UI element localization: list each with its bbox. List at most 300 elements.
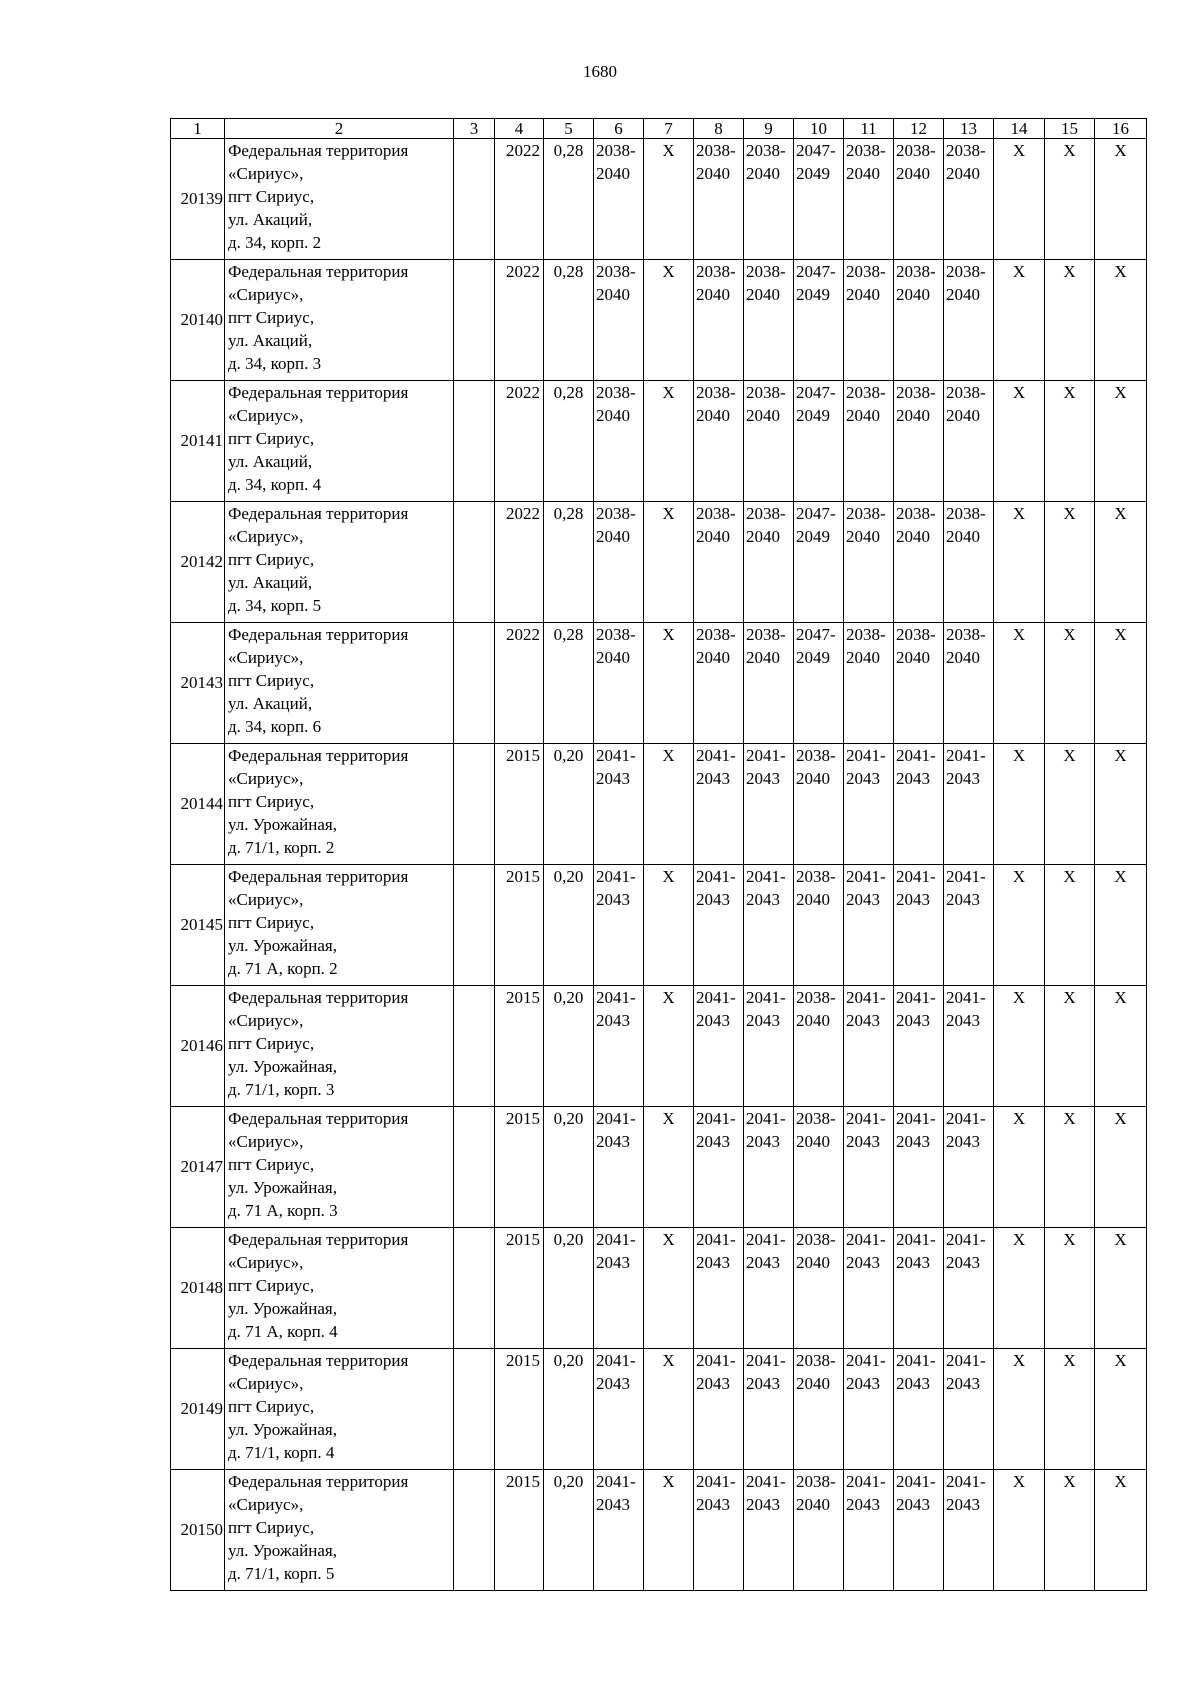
address-line: д. 71/1, корп. 5 — [228, 1564, 335, 1583]
period-part: 2043 — [746, 1253, 780, 1272]
mark-cell: X — [994, 623, 1045, 744]
period-cell — [594, 139, 644, 260]
table-row — [171, 744, 1147, 865]
period-part: 2038- — [596, 383, 636, 402]
address-line: ул. Акаций, — [228, 573, 313, 592]
table-row — [171, 502, 1147, 623]
mark-cell: X — [1095, 1470, 1147, 1591]
address-line: Федеральная территория — [228, 867, 409, 886]
address-line: ул. Урожайная, — [228, 1541, 337, 1560]
period-part: 2043 — [596, 1132, 630, 1151]
period-part: 2040 — [746, 527, 780, 546]
cell-col3 — [454, 865, 495, 986]
row-number: 20150 — [171, 1470, 225, 1591]
address-cell — [225, 381, 454, 502]
period-cell — [844, 623, 894, 744]
year-cell: 2015 — [495, 744, 544, 865]
period-part: 2038- — [946, 262, 986, 281]
period-part: 2038- — [946, 141, 986, 160]
mark-cell: X — [1045, 623, 1095, 744]
period-cell — [744, 865, 794, 986]
mark-cell: X — [1045, 381, 1095, 502]
period-cell — [894, 986, 944, 1107]
cell-col3 — [454, 260, 495, 381]
table-row — [171, 139, 1147, 260]
period-part: 2038- — [696, 383, 736, 402]
mark-cell: X — [1095, 744, 1147, 865]
mark-cell: X — [994, 1470, 1045, 1591]
address-line: д. 71/1, корп. 4 — [228, 1443, 335, 1462]
period-part: 2041- — [946, 1472, 986, 1491]
value-cell: 0,28 — [544, 139, 594, 260]
cell-col3 — [454, 502, 495, 623]
period-part: 2040 — [596, 285, 630, 304]
period-part: 2040 — [946, 285, 980, 304]
value-cell: 0,20 — [544, 1470, 594, 1591]
period-cell — [794, 139, 844, 260]
period-cell — [894, 1107, 944, 1228]
period-cell — [944, 744, 994, 865]
period-cell — [594, 502, 644, 623]
period-part: 2043 — [946, 1374, 980, 1393]
address-line: пгт Сириус, — [228, 187, 315, 206]
period-part: 2038- — [896, 504, 936, 523]
period-part: 2041- — [746, 1351, 786, 1370]
period-part: 2038- — [846, 383, 886, 402]
address-line: д. 71/1, корп. 3 — [228, 1080, 335, 1099]
period-part: 2041- — [596, 746, 636, 765]
period-part: 2041- — [696, 1230, 736, 1249]
mark-cell: X — [644, 744, 694, 865]
row-number: 20144 — [171, 744, 225, 865]
table-row — [171, 1349, 1147, 1470]
mark-cell: X — [644, 865, 694, 986]
register-table — [170, 118, 1147, 1591]
address-cell — [225, 986, 454, 1107]
period-part: 2041- — [946, 1230, 986, 1249]
address-line: пгт Сириус, — [228, 1155, 315, 1174]
mark-cell: X — [644, 1470, 694, 1591]
period-part: 2041- — [896, 1109, 936, 1128]
period-part: 2041- — [746, 1230, 786, 1249]
mark-cell: X — [994, 1349, 1045, 1470]
column-header: 11 — [844, 119, 894, 139]
row-number: 20147 — [171, 1107, 225, 1228]
cell-col3 — [454, 1349, 495, 1470]
column-header: 7 — [644, 119, 694, 139]
address-line: д. 34, корп. 5 — [228, 596, 322, 615]
period-part: 2049 — [796, 406, 830, 425]
period-part: 2047- — [796, 625, 836, 644]
address-cell — [225, 139, 454, 260]
period-part: 2038- — [896, 141, 936, 160]
address-cell — [225, 1228, 454, 1349]
address-line: «Сириус», — [228, 648, 304, 667]
period-part: 2043 — [846, 1011, 880, 1030]
period-cell — [744, 139, 794, 260]
period-part: 2040 — [846, 164, 880, 183]
mark-cell: X — [994, 865, 1045, 986]
period-part: 2043 — [596, 769, 630, 788]
period-part: 2041- — [596, 1230, 636, 1249]
period-cell — [894, 1349, 944, 1470]
period-part: 2043 — [946, 890, 980, 909]
mark-cell: X — [1095, 1349, 1147, 1470]
period-cell — [594, 381, 644, 502]
period-part: 2038- — [746, 383, 786, 402]
address-line: Федеральная территория — [228, 383, 409, 402]
period-cell — [694, 139, 744, 260]
period-part: 2041- — [596, 867, 636, 886]
period-part: 2041- — [946, 1351, 986, 1370]
period-cell — [744, 260, 794, 381]
period-cell — [744, 1107, 794, 1228]
period-cell — [844, 1470, 894, 1591]
address-line: ул. Урожайная, — [228, 1057, 337, 1076]
row-number: 20148 — [171, 1228, 225, 1349]
column-header: 13 — [944, 119, 994, 139]
period-part: 2043 — [696, 1495, 730, 1514]
period-part: 2038- — [846, 504, 886, 523]
address-line: Федеральная территория — [228, 746, 409, 765]
mark-cell: X — [644, 139, 694, 260]
mark-cell: X — [1095, 381, 1147, 502]
period-part: 2038- — [596, 504, 636, 523]
address-line: пгт Сириус, — [228, 550, 315, 569]
period-part: 2043 — [946, 769, 980, 788]
mark-cell: X — [1095, 1107, 1147, 1228]
year-cell: 2022 — [495, 502, 544, 623]
header-row — [171, 119, 1147, 139]
period-part: 2041- — [846, 1109, 886, 1128]
period-cell — [844, 260, 894, 381]
value-cell: 0,28 — [544, 623, 594, 744]
period-cell — [844, 139, 894, 260]
period-part: 2038- — [846, 141, 886, 160]
address-line: «Сириус», — [228, 285, 304, 304]
address-line: ул. Акаций, — [228, 452, 313, 471]
address-line: Федеральная территория — [228, 1109, 409, 1128]
address-line: пгт Сириус, — [228, 1518, 315, 1537]
year-cell: 2015 — [495, 1470, 544, 1591]
address-line: пгт Сириус, — [228, 913, 315, 932]
period-cell — [844, 381, 894, 502]
mark-cell: X — [1095, 865, 1147, 986]
address-line: д. 71 А, корп. 2 — [228, 959, 338, 978]
period-part: 2040 — [896, 406, 930, 425]
period-part: 2041- — [696, 988, 736, 1007]
period-part: 2040 — [746, 648, 780, 667]
mark-cell: X — [1045, 502, 1095, 623]
address-line: «Сириус», — [228, 1132, 304, 1151]
period-part: 2043 — [696, 890, 730, 909]
value-cell: 0,20 — [544, 986, 594, 1107]
period-cell — [744, 986, 794, 1107]
period-cell — [694, 502, 744, 623]
mark-cell: X — [994, 1228, 1045, 1349]
address-line: «Сириус», — [228, 1011, 304, 1030]
period-part: 2043 — [896, 890, 930, 909]
period-part: 2041- — [896, 867, 936, 886]
address-cell — [225, 502, 454, 623]
period-part: 2038- — [746, 141, 786, 160]
year-cell: 2015 — [495, 986, 544, 1107]
period-part: 2041- — [596, 1472, 636, 1491]
address-line: «Сириус», — [228, 1495, 304, 1514]
row-number: 20142 — [171, 502, 225, 623]
period-part: 2041- — [896, 988, 936, 1007]
table-row — [171, 260, 1147, 381]
mark-cell: X — [644, 986, 694, 1107]
column-header: 1 — [171, 119, 225, 139]
period-part: 2041- — [746, 988, 786, 1007]
period-part: 2040 — [896, 527, 930, 546]
period-part: 2041- — [696, 746, 736, 765]
column-header: 15 — [1045, 119, 1095, 139]
table-row — [171, 986, 1147, 1107]
period-part: 2043 — [946, 1495, 980, 1514]
value-cell: 0,20 — [544, 1107, 594, 1228]
address-line: Федеральная территория — [228, 141, 409, 160]
period-cell — [894, 502, 944, 623]
period-cell — [694, 1470, 744, 1591]
period-part: 2049 — [796, 527, 830, 546]
mark-cell: X — [1045, 865, 1095, 986]
period-cell — [944, 139, 994, 260]
period-part: 2040 — [746, 164, 780, 183]
period-part: 2038- — [846, 262, 886, 281]
row-number: 20141 — [171, 381, 225, 502]
period-cell — [794, 865, 844, 986]
mark-cell: X — [1045, 139, 1095, 260]
period-cell — [694, 1107, 744, 1228]
period-part: 2043 — [946, 1253, 980, 1272]
address-line: пгт Сириус, — [228, 792, 315, 811]
period-part: 2041- — [696, 867, 736, 886]
address-line: д. 34, корп. 3 — [228, 354, 322, 373]
period-part: 2038- — [746, 504, 786, 523]
period-part: 2040 — [796, 1374, 830, 1393]
period-cell — [844, 1107, 894, 1228]
period-part: 2043 — [896, 1253, 930, 1272]
address-line: ул. Акаций, — [228, 694, 313, 713]
period-cell — [594, 623, 644, 744]
address-line: ул. Урожайная, — [228, 1299, 337, 1318]
period-cell — [794, 1228, 844, 1349]
period-part: 2041- — [846, 1230, 886, 1249]
period-part: 2043 — [596, 1253, 630, 1272]
period-part: 2043 — [596, 890, 630, 909]
value-cell: 0,28 — [544, 381, 594, 502]
column-header: 12 — [894, 119, 944, 139]
period-part: 2038- — [796, 1109, 836, 1128]
cell-col3 — [454, 381, 495, 502]
period-cell — [894, 744, 944, 865]
period-part: 2040 — [696, 164, 730, 183]
period-cell — [594, 260, 644, 381]
mark-cell: X — [1045, 260, 1095, 381]
value-cell: 0,28 — [544, 260, 594, 381]
period-part: 2040 — [946, 164, 980, 183]
period-part: 2041- — [746, 1472, 786, 1491]
address-line: ул. Акаций, — [228, 331, 313, 350]
period-part: 2040 — [846, 527, 880, 546]
address-line: Федеральная территория — [228, 988, 409, 1007]
period-cell — [594, 1470, 644, 1591]
period-cell — [794, 744, 844, 865]
period-part: 2043 — [746, 890, 780, 909]
value-cell: 0,20 — [544, 865, 594, 986]
period-part: 2041- — [596, 1351, 636, 1370]
mark-cell: X — [994, 260, 1045, 381]
period-part: 2043 — [596, 1011, 630, 1030]
address-line: д. 71 А, корп. 4 — [228, 1322, 338, 1341]
period-part: 2043 — [946, 1011, 980, 1030]
period-cell — [794, 1107, 844, 1228]
period-part: 2040 — [596, 406, 630, 425]
period-part: 2040 — [696, 527, 730, 546]
period-cell — [894, 381, 944, 502]
period-part: 2043 — [746, 769, 780, 788]
period-part: 2040 — [796, 1011, 830, 1030]
period-part: 2043 — [746, 1011, 780, 1030]
period-part: 2043 — [846, 1374, 880, 1393]
period-part: 2047- — [796, 383, 836, 402]
address-line: «Сириус», — [228, 164, 304, 183]
period-part: 2043 — [896, 1011, 930, 1030]
table-row — [171, 1470, 1147, 1591]
period-part: 2038- — [796, 867, 836, 886]
mark-cell: X — [644, 1107, 694, 1228]
address-line: пгт Сириус, — [228, 308, 315, 327]
period-cell — [694, 260, 744, 381]
mark-cell: X — [1045, 986, 1095, 1107]
year-cell: 2015 — [495, 1349, 544, 1470]
period-part: 2049 — [796, 164, 830, 183]
period-cell — [794, 1349, 844, 1470]
table-row — [171, 1228, 1147, 1349]
mark-cell: X — [644, 1349, 694, 1470]
period-part: 2038- — [796, 746, 836, 765]
column-header: 16 — [1095, 119, 1147, 139]
period-part: 2038- — [746, 262, 786, 281]
period-part: 2041- — [746, 1109, 786, 1128]
mark-cell: X — [1095, 623, 1147, 744]
year-cell: 2015 — [495, 865, 544, 986]
period-part: 2038- — [796, 1351, 836, 1370]
period-cell — [844, 1349, 894, 1470]
mark-cell: X — [994, 1107, 1045, 1228]
period-part: 2040 — [696, 406, 730, 425]
value-cell: 0,20 — [544, 1349, 594, 1470]
period-cell — [944, 1349, 994, 1470]
page-number: 1680 — [583, 62, 617, 81]
period-part: 2043 — [746, 1374, 780, 1393]
cell-col3 — [454, 986, 495, 1107]
period-part: 2043 — [846, 890, 880, 909]
period-part: 2040 — [696, 285, 730, 304]
period-cell — [844, 986, 894, 1107]
cell-col3 — [454, 744, 495, 865]
period-part: 2040 — [796, 1132, 830, 1151]
period-part: 2040 — [796, 769, 830, 788]
period-part: 2040 — [946, 406, 980, 425]
period-part: 2043 — [846, 1132, 880, 1151]
period-part: 2038- — [596, 262, 636, 281]
period-part: 2040 — [596, 648, 630, 667]
column-header: 6 — [594, 119, 644, 139]
column-header: 2 — [225, 119, 454, 139]
address-line: д. 34, корп. 2 — [228, 233, 322, 252]
period-cell — [694, 865, 744, 986]
period-part: 2038- — [896, 383, 936, 402]
year-cell: 2015 — [495, 1107, 544, 1228]
row-number: 20140 — [171, 260, 225, 381]
period-part: 2038- — [696, 141, 736, 160]
period-part: 2038- — [746, 625, 786, 644]
period-cell — [944, 865, 994, 986]
period-part: 2043 — [896, 1495, 930, 1514]
period-part: 2047- — [796, 504, 836, 523]
period-part: 2040 — [896, 285, 930, 304]
address-line: ул. Урожайная, — [228, 936, 337, 955]
period-cell — [894, 139, 944, 260]
address-line: ул. Урожайная, — [228, 815, 337, 834]
period-cell — [944, 623, 994, 744]
address-line: «Сириус», — [228, 769, 304, 788]
address-line: пгт Сириус, — [228, 1276, 315, 1295]
address-line: пгт Сириус, — [228, 1034, 315, 1053]
mark-cell: X — [994, 744, 1045, 865]
row-number: 20149 — [171, 1349, 225, 1470]
period-part: 2043 — [696, 769, 730, 788]
address-cell — [225, 623, 454, 744]
table-row — [171, 623, 1147, 744]
period-cell — [944, 1228, 994, 1349]
period-part: 2041- — [846, 1351, 886, 1370]
period-part: 2041- — [946, 988, 986, 1007]
period-part: 2041- — [896, 1472, 936, 1491]
period-cell — [744, 744, 794, 865]
period-part: 2038- — [796, 988, 836, 1007]
address-line: ул. Урожайная, — [228, 1178, 337, 1197]
period-part: 2038- — [596, 141, 636, 160]
period-part: 2041- — [696, 1472, 736, 1491]
table-row — [171, 381, 1147, 502]
period-part: 2040 — [946, 527, 980, 546]
period-cell — [844, 865, 894, 986]
period-part: 2040 — [896, 164, 930, 183]
period-cell — [844, 502, 894, 623]
period-cell — [594, 744, 644, 865]
table-body — [171, 139, 1147, 1591]
mark-cell: X — [1095, 260, 1147, 381]
period-part: 2038- — [846, 625, 886, 644]
period-cell — [594, 865, 644, 986]
mark-cell: X — [1095, 986, 1147, 1107]
year-cell: 2022 — [495, 623, 544, 744]
period-part: 2043 — [696, 1011, 730, 1030]
period-part: 2041- — [946, 746, 986, 765]
row-number: 20145 — [171, 865, 225, 986]
period-part: 2049 — [796, 648, 830, 667]
address-cell — [225, 260, 454, 381]
address-cell — [225, 1470, 454, 1591]
period-part: 2043 — [596, 1374, 630, 1393]
mark-cell: X — [994, 986, 1045, 1107]
cell-col3 — [454, 139, 495, 260]
mark-cell: X — [1095, 139, 1147, 260]
